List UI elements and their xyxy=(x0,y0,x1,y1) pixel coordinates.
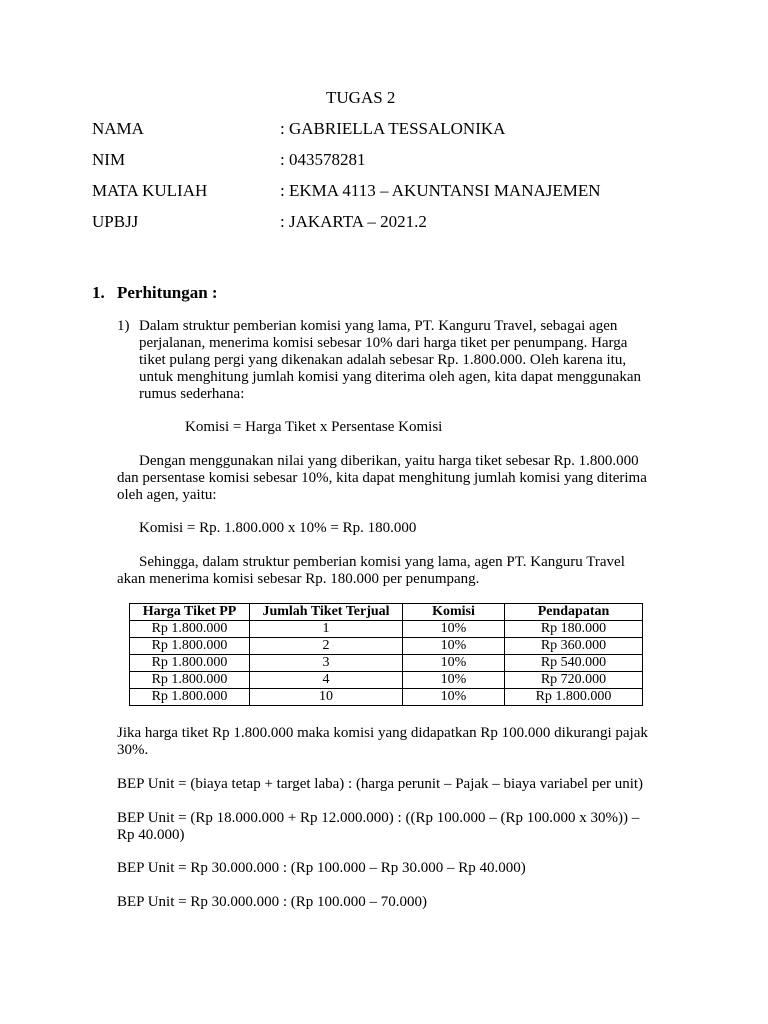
paragraph-line: 30%. xyxy=(117,742,149,758)
bep-line: Rp 40.000) xyxy=(117,827,185,843)
document-title: TUGAS 2 xyxy=(326,88,396,107)
paragraph-line: akan menerima komisi sebesar Rp. 180.000 per penumpang. xyxy=(117,571,480,587)
info-label-nama: NAMA xyxy=(92,119,144,138)
table-cell: Rp 1.800.000 xyxy=(130,621,250,638)
item-line: tiket pulang pergi yang dikenakan adalah sebesar Rp. 1.800.000. Oleh karena itu, xyxy=(139,352,627,368)
info-value-nim: : 043578281 xyxy=(280,150,366,169)
table-cell: 10% xyxy=(403,621,505,638)
info-value-nama: : GABRIELLA TESSALONIKA xyxy=(280,119,506,138)
table-cell: 10% xyxy=(403,672,505,689)
item-line: perjalanan, menerima komisi sebesar 10% dari harga tiket per penumpang. Harga xyxy=(139,335,628,351)
paragraph-line: Jika harga tiket Rp 1.800.000 maka komisi yang didapatkan Rp 100.000 dikurangi pajak xyxy=(117,725,648,741)
table-header: Harga Tiket PP xyxy=(130,604,250,621)
table-cell: Rp 1.800.000 xyxy=(130,689,250,706)
table-cell: Rp 1.800.000 xyxy=(130,672,250,689)
table-cell: Rp 720.000 xyxy=(505,672,643,689)
info-value-mata-kuliah: : EKMA 4113 – AKUNTANSI MANAJEMEN xyxy=(280,181,601,200)
bep-line: BEP Unit = (Rp 18.000.000 + Rp 12.000.000) : ((Rp 100.000 – (Rp 100.000 x 30%)) – xyxy=(117,810,640,826)
table-cell: 2 xyxy=(250,638,403,655)
table-row xyxy=(130,621,643,638)
item-line: untuk menghitung jumlah komisi yang diterima oleh agen, kita dapat menggunakan xyxy=(139,369,641,385)
paragraph-line: Dengan menggunakan nilai yang diberikan, yaitu harga tiket sebesar Rp. 1.800.000 xyxy=(139,453,639,469)
table-header: Pendapatan xyxy=(505,604,643,621)
bep-formula: BEP Unit = (biaya tetap + target laba) : (harga perunit – Pajak – biaya variabel per unit) xyxy=(117,776,644,792)
table-cell: 10 xyxy=(250,689,403,706)
bep-step-3: BEP Unit = Rp 30.000.000 : (Rp 100.000 – 70.000) xyxy=(117,894,427,910)
table-cell: 4 xyxy=(250,672,403,689)
section-heading: Perhitungan : xyxy=(117,283,218,302)
info-label-mata-kuliah: MATA KULIAH xyxy=(92,181,208,200)
table-cell: Rp 1.800.000 xyxy=(505,689,643,706)
table-cell: 1 xyxy=(250,621,403,638)
commission-table xyxy=(129,603,643,706)
paragraph-line: oleh agen, yaitu: xyxy=(117,487,217,503)
table-cell: 10% xyxy=(403,655,505,672)
item-line: rumus sederhana: xyxy=(139,386,245,402)
table-cell: Rp 1.800.000 xyxy=(130,638,250,655)
table-row xyxy=(130,638,643,655)
table-header: Jumlah Tiket Terjual xyxy=(250,604,403,621)
paragraph-line: Sehingga, dalam struktur pemberian komisi yang lama, agen PT. Kanguru Travel xyxy=(139,554,625,570)
table-cell: Rp 180.000 xyxy=(505,621,643,638)
table-header-row xyxy=(130,604,643,621)
table-cell: Rp 1.800.000 xyxy=(130,655,250,672)
table-cell: Rp 540.000 xyxy=(505,655,643,672)
table-row xyxy=(130,689,643,706)
paragraph-line: dan persentase komisi sebesar 10%, kita dapat menghitung jumlah komisi yang diterima xyxy=(117,470,647,486)
bep-step-2: BEP Unit = Rp 30.000.000 : (Rp 100.000 – Rp 30.000 – Rp 40.000) xyxy=(117,860,526,876)
formula: Komisi = Harga Tiket x Persentase Komisi xyxy=(185,419,443,435)
item-number: 1) xyxy=(117,318,130,334)
table-cell: 10% xyxy=(403,638,505,655)
commission-calculation: Komisi = Rp. 1.800.000 x 10% = Rp. 180.000 xyxy=(139,520,417,536)
table-row xyxy=(130,655,643,672)
table-cell: 3 xyxy=(250,655,403,672)
table-header: Komisi xyxy=(403,604,505,621)
section-number: 1. xyxy=(92,283,105,302)
item-line: Dalam struktur pemberian komisi yang lama, PT. Kanguru Travel, sebagai agen xyxy=(139,318,618,334)
info-value-upbjj: : JAKARTA – 2021.2 xyxy=(280,212,427,231)
table-cell: 10% xyxy=(403,689,505,706)
table-cell: Rp 360.000 xyxy=(505,638,643,655)
info-label-nim: NIM xyxy=(92,150,126,169)
table-row xyxy=(130,672,643,689)
info-label-upbjj: UPBJJ xyxy=(92,212,139,231)
